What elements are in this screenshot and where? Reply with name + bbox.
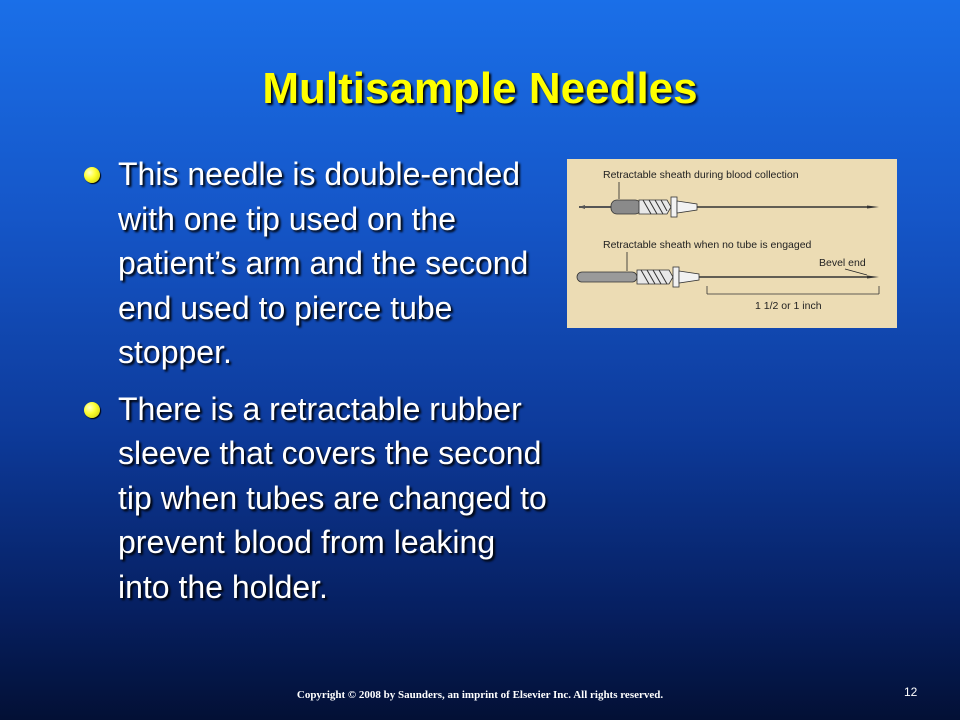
bullet-list bbox=[80, 152, 550, 621]
needle-diagram bbox=[567, 159, 897, 328]
length-bracket bbox=[707, 286, 879, 294]
bullet-item bbox=[80, 152, 550, 375]
page-number: 12 bbox=[904, 685, 918, 699]
bullet-text: There is a retractable rubber sleeve that covers the second tip when tubes are changed to prevent blood from leaking into the holder. bbox=[118, 390, 547, 605]
label-retractable-sheath-collection: Retractable sheath during blood collection bbox=[603, 169, 799, 181]
label-retractable-sheath-no-tube: Retractable sheath when no tube is engaged bbox=[603, 239, 812, 251]
label-needle-length: 1 1/2 or 1 inch bbox=[755, 300, 822, 312]
needle-top-icon bbox=[579, 197, 879, 217]
bullet-icon bbox=[84, 167, 100, 183]
slide-title: Multisample Needles bbox=[262, 64, 698, 113]
bullet-item bbox=[80, 387, 550, 610]
bullet-text: This needle is double-ended with one tip used on the patient’s arm and the second end used to pierce tube stopper. bbox=[118, 156, 529, 370]
needle-bottom-icon bbox=[577, 267, 879, 287]
needle-illustration bbox=[567, 159, 897, 328]
label-bevel-end: Bevel end bbox=[819, 257, 866, 269]
copyright-footer: Copyright © 2008 by Saunders, an imprint of Elsevier Inc. All rights reserved. bbox=[296, 689, 664, 701]
bullet-icon bbox=[84, 402, 100, 418]
label-pointer-line bbox=[845, 269, 867, 275]
